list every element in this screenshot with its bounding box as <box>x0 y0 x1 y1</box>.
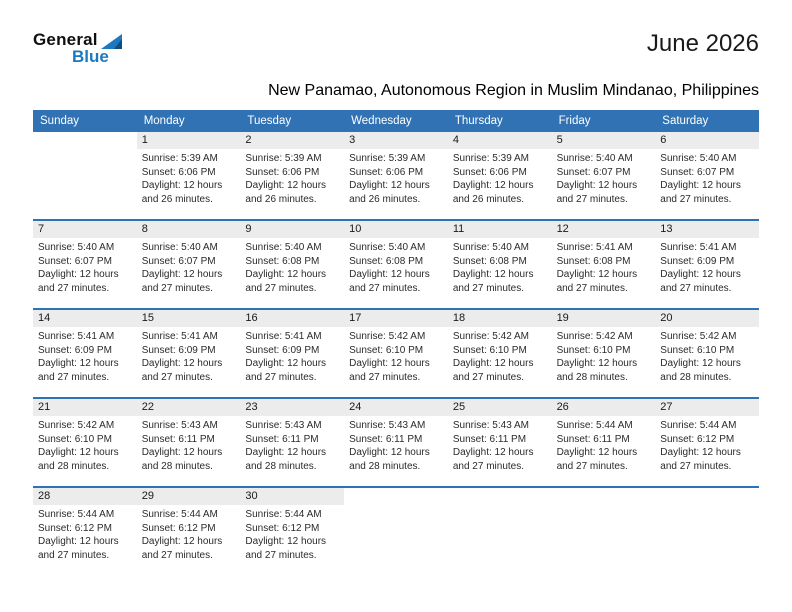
sunrise-text: Sunrise: 5:40 AM <box>556 153 633 164</box>
day-cell-26 <box>552 399 656 473</box>
sunset-text: Sunset: 6:11 PM <box>452 433 527 445</box>
day-number: 24 <box>344 399 448 416</box>
day-cell-22 <box>137 399 241 473</box>
day-number: 20 <box>655 310 759 327</box>
sunrise-text: Sunrise: 5:42 AM <box>38 420 115 431</box>
daylight-text: Daylight: 12 hours and 27 minutes. <box>245 536 327 561</box>
day-details <box>240 327 344 384</box>
sunset-text: Sunset: 6:12 PM <box>660 433 735 445</box>
sunrise-text: Sunrise: 5:42 AM <box>452 331 529 342</box>
sunset-text: Sunset: 6:08 PM <box>556 255 631 267</box>
day-cell-5 <box>552 132 656 206</box>
day-cell-30 <box>240 488 344 562</box>
day-details <box>655 327 759 384</box>
sunrise-text: Sunrise: 5:44 AM <box>660 420 737 431</box>
day-number: 5 <box>552 132 656 149</box>
general-blue-logo <box>33 30 122 67</box>
day-details <box>240 416 344 473</box>
day-number: 10 <box>344 221 448 238</box>
daylight-text: Daylight: 12 hours and 27 minutes. <box>452 358 534 383</box>
week-row-4 <box>33 399 759 488</box>
sunrise-text: Sunrise: 5:40 AM <box>245 242 322 253</box>
day-number: 15 <box>137 310 241 327</box>
sunrise-text: Sunrise: 5:43 AM <box>349 420 426 431</box>
day-number: 28 <box>33 488 137 505</box>
day-number-empty <box>448 488 552 505</box>
day-number: 12 <box>552 221 656 238</box>
sunset-text: Sunset: 6:09 PM <box>38 344 112 356</box>
day-cell-29 <box>137 488 241 562</box>
daylight-text: Daylight: 12 hours and 27 minutes. <box>556 180 638 205</box>
month-title: June 2026 <box>646 30 759 57</box>
weekday-header-friday: Friday <box>558 115 591 127</box>
daylight-text: Daylight: 12 hours and 27 minutes. <box>660 447 741 472</box>
day-number: 17 <box>344 310 448 327</box>
day-details <box>344 238 448 295</box>
day-number: 23 <box>240 399 344 416</box>
sunset-text: Sunset: 6:08 PM <box>452 255 527 267</box>
location-subtitle: New Panamao, Autonomous Region in Muslim Mindanao, Philippines <box>268 82 759 99</box>
daylight-text: Daylight: 12 hours and 28 minutes. <box>38 447 119 472</box>
day-details <box>137 416 241 473</box>
daylight-text: Daylight: 12 hours and 26 minutes. <box>141 180 223 205</box>
daylight-text: Daylight: 12 hours and 27 minutes. <box>452 447 534 472</box>
day-cell-19 <box>552 310 656 384</box>
weekday-header-row <box>33 110 759 132</box>
page-header <box>33 30 759 78</box>
day-details <box>240 238 344 295</box>
sunset-text: Sunset: 6:07 PM <box>660 166 735 178</box>
day-details <box>344 149 448 206</box>
sunrise-text: Sunrise: 5:39 AM <box>141 153 218 164</box>
day-number: 29 <box>137 488 241 505</box>
weekday-header-monday: Monday <box>143 115 185 127</box>
sunrise-text: Sunrise: 5:40 AM <box>349 242 426 253</box>
day-cell-23 <box>240 399 344 473</box>
sunset-text: Sunset: 6:12 PM <box>245 522 320 534</box>
day-cell-20 <box>655 310 759 384</box>
daylight-text: Daylight: 12 hours and 26 minutes. <box>452 180 534 205</box>
day-cell-7 <box>33 221 137 295</box>
sunrise-text: Sunrise: 5:44 AM <box>38 509 115 520</box>
day-number: 9 <box>240 221 344 238</box>
sunrise-text: Sunrise: 5:39 AM <box>245 153 322 164</box>
day-cell-14 <box>33 310 137 384</box>
sunrise-text: Sunrise: 5:44 AM <box>141 509 218 520</box>
day-cell-17 <box>344 310 448 384</box>
day-details <box>240 149 344 206</box>
sunset-text: Sunset: 6:12 PM <box>141 522 216 534</box>
sunrise-text: Sunrise: 5:44 AM <box>556 420 633 431</box>
day-cell-18 <box>448 310 552 384</box>
weekday-header-saturday: Saturday <box>662 115 709 127</box>
sunset-text: Sunset: 6:10 PM <box>38 433 112 445</box>
sunset-text: Sunset: 6:10 PM <box>556 344 631 356</box>
sunset-text: Sunset: 6:11 PM <box>556 433 630 445</box>
daylight-text: Daylight: 12 hours and 27 minutes. <box>556 447 638 472</box>
daylight-text: Daylight: 12 hours and 27 minutes. <box>141 358 223 383</box>
sunset-text: Sunset: 6:08 PM <box>349 255 424 267</box>
day-details <box>33 505 137 562</box>
sunset-text: Sunset: 6:10 PM <box>349 344 424 356</box>
sunset-text: Sunset: 6:09 PM <box>245 344 320 356</box>
daylight-text: Daylight: 12 hours and 28 minutes. <box>660 358 741 383</box>
daylight-text: Daylight: 12 hours and 28 minutes. <box>556 358 638 383</box>
daylight-text: Daylight: 12 hours and 28 minutes. <box>141 447 223 472</box>
sunset-text: Sunset: 6:12 PM <box>38 522 112 534</box>
sunset-text: Sunset: 6:07 PM <box>141 255 216 267</box>
sunrise-text: Sunrise: 5:39 AM <box>349 153 426 164</box>
week-row-3 <box>33 310 759 399</box>
day-details <box>33 327 137 384</box>
daylight-text: Daylight: 12 hours and 27 minutes. <box>660 269 741 294</box>
sunset-text: Sunset: 6:11 PM <box>349 433 423 445</box>
day-cell-empty <box>448 488 552 562</box>
day-cell-10 <box>344 221 448 295</box>
calendar <box>33 110 759 575</box>
sunset-text: Sunset: 6:09 PM <box>660 255 735 267</box>
day-cell-12 <box>552 221 656 295</box>
day-details <box>33 238 137 295</box>
day-cell-24 <box>344 399 448 473</box>
day-details <box>552 238 656 295</box>
weekday-header-wednesday: Wednesday <box>351 115 412 127</box>
sunset-text: Sunset: 6:08 PM <box>245 255 320 267</box>
day-details <box>344 327 448 384</box>
daylight-text: Daylight: 12 hours and 27 minutes. <box>349 358 430 383</box>
sunrise-text: Sunrise: 5:41 AM <box>245 331 322 342</box>
day-details <box>33 416 137 473</box>
day-number: 21 <box>33 399 137 416</box>
sunset-text: Sunset: 6:06 PM <box>141 166 216 178</box>
day-details <box>448 238 552 295</box>
sunrise-text: Sunrise: 5:43 AM <box>452 420 529 431</box>
day-cell-11 <box>448 221 552 295</box>
day-details <box>552 149 656 206</box>
sunrise-text: Sunrise: 5:44 AM <box>245 509 322 520</box>
sunrise-text: Sunrise: 5:39 AM <box>452 153 529 164</box>
day-cell-empty <box>344 488 448 562</box>
day-number: 25 <box>448 399 552 416</box>
sunrise-text: Sunrise: 5:41 AM <box>556 242 633 253</box>
daylight-text: Daylight: 12 hours and 28 minutes. <box>245 447 327 472</box>
logo-text-general: General <box>33 30 98 49</box>
sunset-text: Sunset: 6:11 PM <box>141 433 215 445</box>
day-number-empty <box>552 488 656 505</box>
day-cell-4 <box>448 132 552 206</box>
day-number: 11 <box>448 221 552 238</box>
sunrise-text: Sunrise: 5:43 AM <box>245 420 322 431</box>
sunrise-text: Sunrise: 5:41 AM <box>38 331 115 342</box>
day-details <box>448 327 552 384</box>
day-number: 6 <box>655 132 759 149</box>
daylight-text: Daylight: 12 hours and 26 minutes. <box>245 180 327 205</box>
day-cell-28 <box>33 488 137 562</box>
day-details <box>552 327 656 384</box>
sunset-text: Sunset: 6:10 PM <box>660 344 735 356</box>
day-number: 22 <box>137 399 241 416</box>
daylight-text: Daylight: 12 hours and 27 minutes. <box>452 269 534 294</box>
day-details <box>240 505 344 562</box>
week-row-5 <box>33 488 759 575</box>
day-details <box>448 416 552 473</box>
day-number: 3 <box>344 132 448 149</box>
sunrise-text: Sunrise: 5:40 AM <box>141 242 218 253</box>
day-number: 1 <box>137 132 241 149</box>
day-details <box>655 238 759 295</box>
daylight-text: Daylight: 12 hours and 27 minutes. <box>38 269 119 294</box>
sunrise-text: Sunrise: 5:40 AM <box>452 242 529 253</box>
day-cell-8 <box>137 221 241 295</box>
daylight-text: Daylight: 12 hours and 27 minutes. <box>38 358 119 383</box>
sunset-text: Sunset: 6:07 PM <box>38 255 112 267</box>
day-cell-21 <box>33 399 137 473</box>
day-cell-empty <box>552 488 656 562</box>
day-cell-15 <box>137 310 241 384</box>
day-number: 4 <box>448 132 552 149</box>
daylight-text: Daylight: 12 hours and 27 minutes. <box>141 536 223 561</box>
day-cell-27 <box>655 399 759 473</box>
day-details <box>137 505 241 562</box>
logo-text-blue: Blue <box>72 47 109 66</box>
sunset-text: Sunset: 6:06 PM <box>349 166 424 178</box>
daylight-text: Daylight: 12 hours and 27 minutes. <box>245 358 327 383</box>
day-number-empty <box>655 488 759 505</box>
daylight-text: Daylight: 12 hours and 27 minutes. <box>245 269 327 294</box>
day-cell-13 <box>655 221 759 295</box>
day-details <box>448 149 552 206</box>
sunrise-text: Sunrise: 5:42 AM <box>556 331 633 342</box>
week-row-1 <box>33 132 759 221</box>
daylight-text: Daylight: 12 hours and 27 minutes. <box>38 536 119 561</box>
sunset-text: Sunset: 6:10 PM <box>452 344 527 356</box>
calendar-grid <box>33 132 759 575</box>
sunrise-text: Sunrise: 5:43 AM <box>141 420 218 431</box>
day-details <box>344 416 448 473</box>
day-cell-16 <box>240 310 344 384</box>
day-cell-empty <box>33 132 137 206</box>
sunrise-text: Sunrise: 5:42 AM <box>660 331 737 342</box>
day-cell-6 <box>655 132 759 206</box>
sunrise-text: Sunrise: 5:40 AM <box>660 153 737 164</box>
sunset-text: Sunset: 6:07 PM <box>556 166 631 178</box>
daylight-text: Daylight: 12 hours and 27 minutes. <box>660 180 741 205</box>
day-number: 16 <box>240 310 344 327</box>
day-cell-1 <box>137 132 241 206</box>
day-details <box>137 238 241 295</box>
sunrise-text: Sunrise: 5:40 AM <box>38 242 115 253</box>
day-number-empty <box>33 132 137 149</box>
daylight-text: Daylight: 12 hours and 27 minutes. <box>141 269 223 294</box>
day-cell-3 <box>344 132 448 206</box>
day-cell-9 <box>240 221 344 295</box>
weekday-header-tuesday: Tuesday <box>247 115 292 127</box>
week-row-2 <box>33 221 759 310</box>
day-number: 2 <box>240 132 344 149</box>
sunrise-text: Sunrise: 5:41 AM <box>660 242 737 253</box>
day-details <box>137 327 241 384</box>
day-details <box>552 416 656 473</box>
day-number: 26 <box>552 399 656 416</box>
day-details <box>655 149 759 206</box>
sunrise-text: Sunrise: 5:41 AM <box>141 331 218 342</box>
day-details <box>655 416 759 473</box>
day-number: 8 <box>137 221 241 238</box>
daylight-text: Daylight: 12 hours and 27 minutes. <box>349 269 430 294</box>
day-number: 30 <box>240 488 344 505</box>
day-number: 7 <box>33 221 137 238</box>
daylight-text: Daylight: 12 hours and 28 minutes. <box>349 447 430 472</box>
day-number: 27 <box>655 399 759 416</box>
sunrise-text: Sunrise: 5:42 AM <box>349 331 426 342</box>
sunset-text: Sunset: 6:11 PM <box>245 433 319 445</box>
day-cell-2 <box>240 132 344 206</box>
sunset-text: Sunset: 6:06 PM <box>452 166 527 178</box>
daylight-text: Daylight: 12 hours and 26 minutes. <box>349 180 430 205</box>
day-cell-empty <box>655 488 759 562</box>
day-number: 13 <box>655 221 759 238</box>
sunset-text: Sunset: 6:06 PM <box>245 166 320 178</box>
day-cell-25 <box>448 399 552 473</box>
daylight-text: Daylight: 12 hours and 27 minutes. <box>556 269 638 294</box>
day-details <box>137 149 241 206</box>
day-number: 14 <box>33 310 137 327</box>
day-number: 18 <box>448 310 552 327</box>
day-number: 19 <box>552 310 656 327</box>
weekday-header-thursday: Thursday <box>454 115 503 127</box>
sunset-text: Sunset: 6:09 PM <box>141 344 216 356</box>
weekday-header-sunday: Sunday <box>40 115 80 127</box>
day-number-empty <box>344 488 448 505</box>
